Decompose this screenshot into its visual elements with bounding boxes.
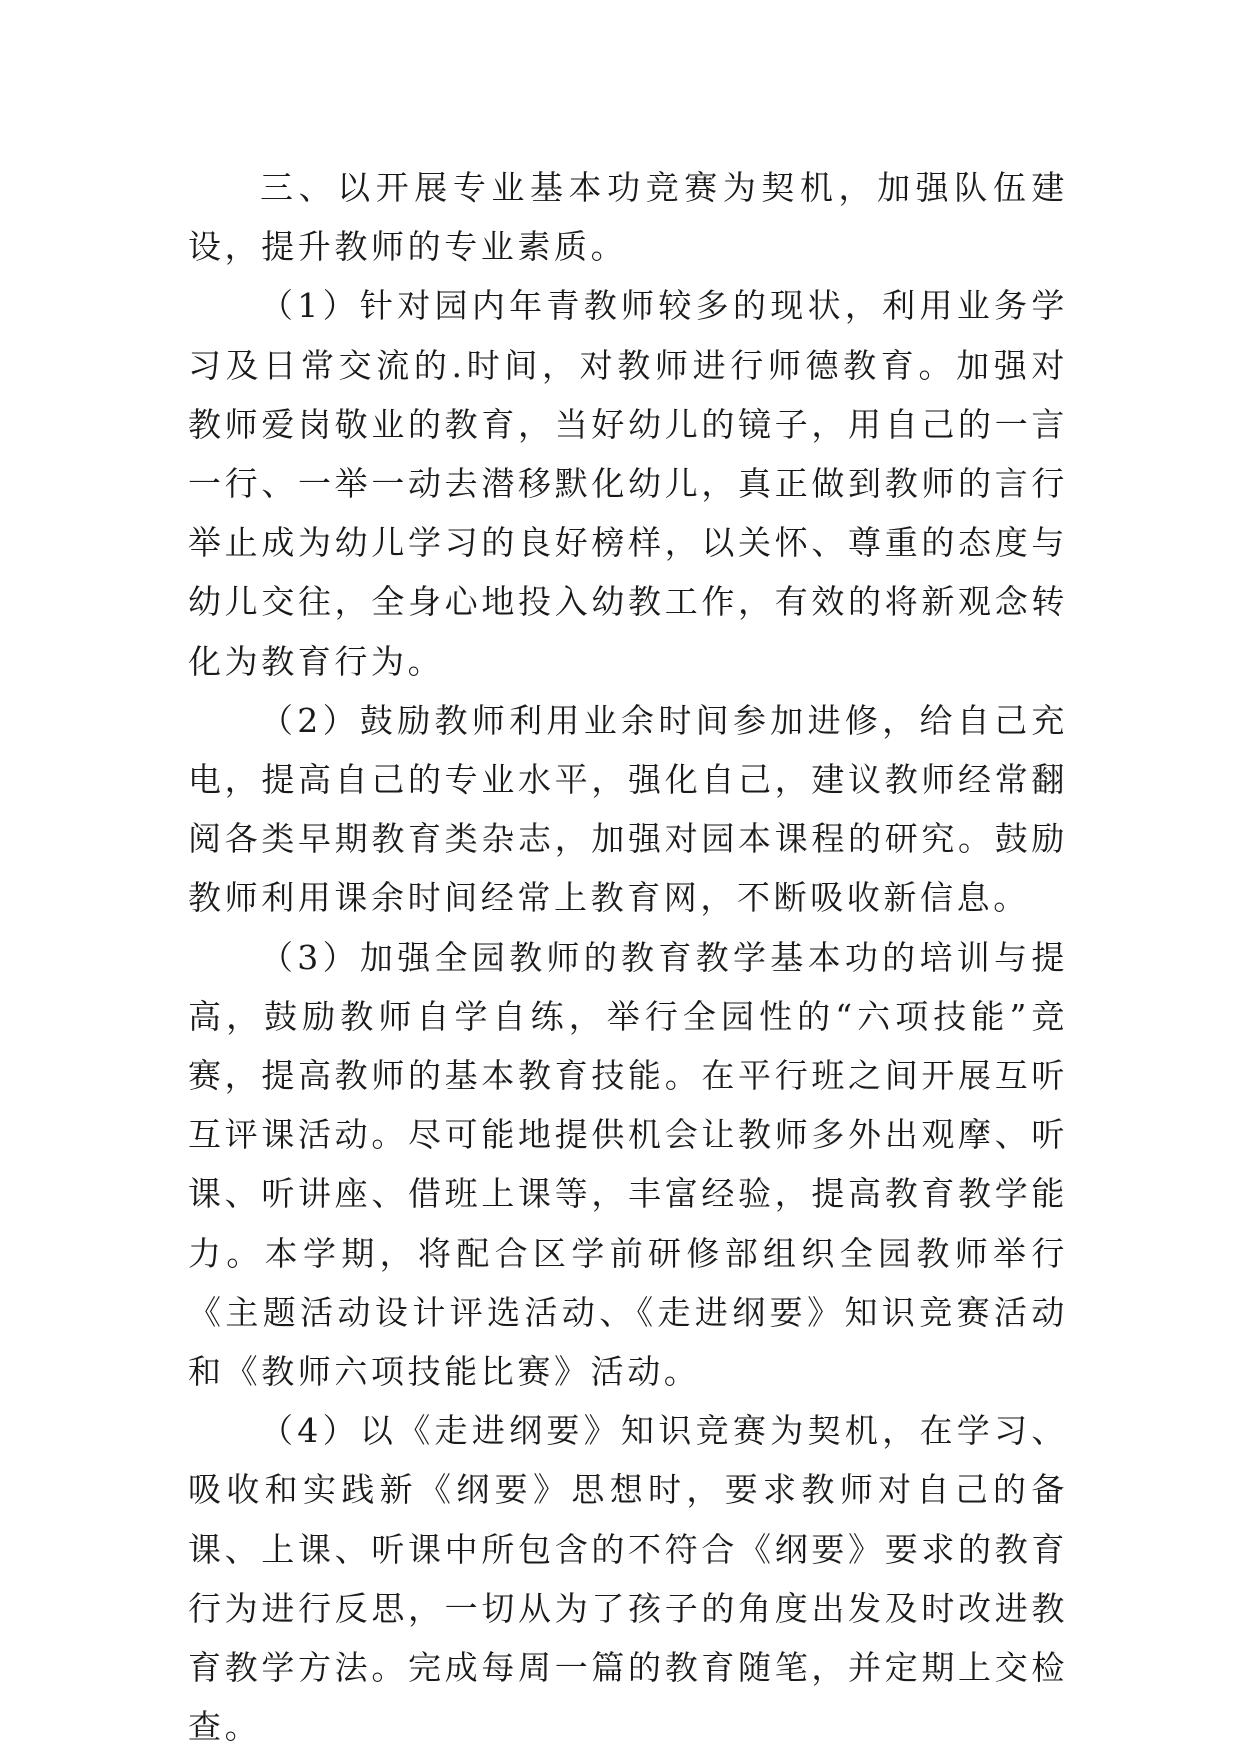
document-body [188,158,1068,1756]
paragraph-item-2: （2）鼓励教师利用业余时间参加进修，给自己充电，提高自己的专业水平，强化自己，建议教师经常翻阅各类早期教育类杂志，加强对园本课程的研究。鼓励教师利用课余时间经常上教育网，不断吸收新信息。 [188,700,1068,918]
section-heading-paragraph: 三、以开展专业基本功竞赛为契机，加强队伍建设，提升教师的专业素质。 [188,168,1068,267]
paragraph-item-4: （4）以《走进纲要》知识竞赛为契机，在学习、吸收和实践新《纲要》思想时，要求教师对自己的备课、上课、听课中所包含的不符合《纲要》要求的教育行为进行反思，一切从为了孩子的角度出发及时改进教育教学方法。完成每周一篇的教育随笔，并定期上交检查。 [188,1411,1068,1747]
paragraph-item-3: （3）加强全园教师的教育教学基本功的培训与提高，鼓励教师自学自练，举行全园性的“六项技能”竞赛，提高教师的基本教育技能。在平行班之间开展互听互评课活动。尽可能地提供机会让教师多外出观摩、听课、听讲座、借班上课等，丰富经验，提高教育教学能力。本学期，将配合区学前研修部组织全园教师举行《主题活动设计评选活动、《走进纲要》知识竞赛活动和《教师六项技能比赛》活动。 [188,937,1068,1392]
paragraph-item-1: （1）针对园内年青教师较多的现状，利用业务学习及日常交流的.时间，对教师进行师德教育。加强对教师爱岗敬业的教育，当好幼儿的镜子，用自己的一言一行、一举一动去潜移默化幼儿，真正做到教师的言行举止成为幼儿学习的良好榜样，以关怀、尊重的态度与幼儿交往，全身心地投入幼教工作，有效的将新观念转化为教育行为。 [188,286,1068,681]
